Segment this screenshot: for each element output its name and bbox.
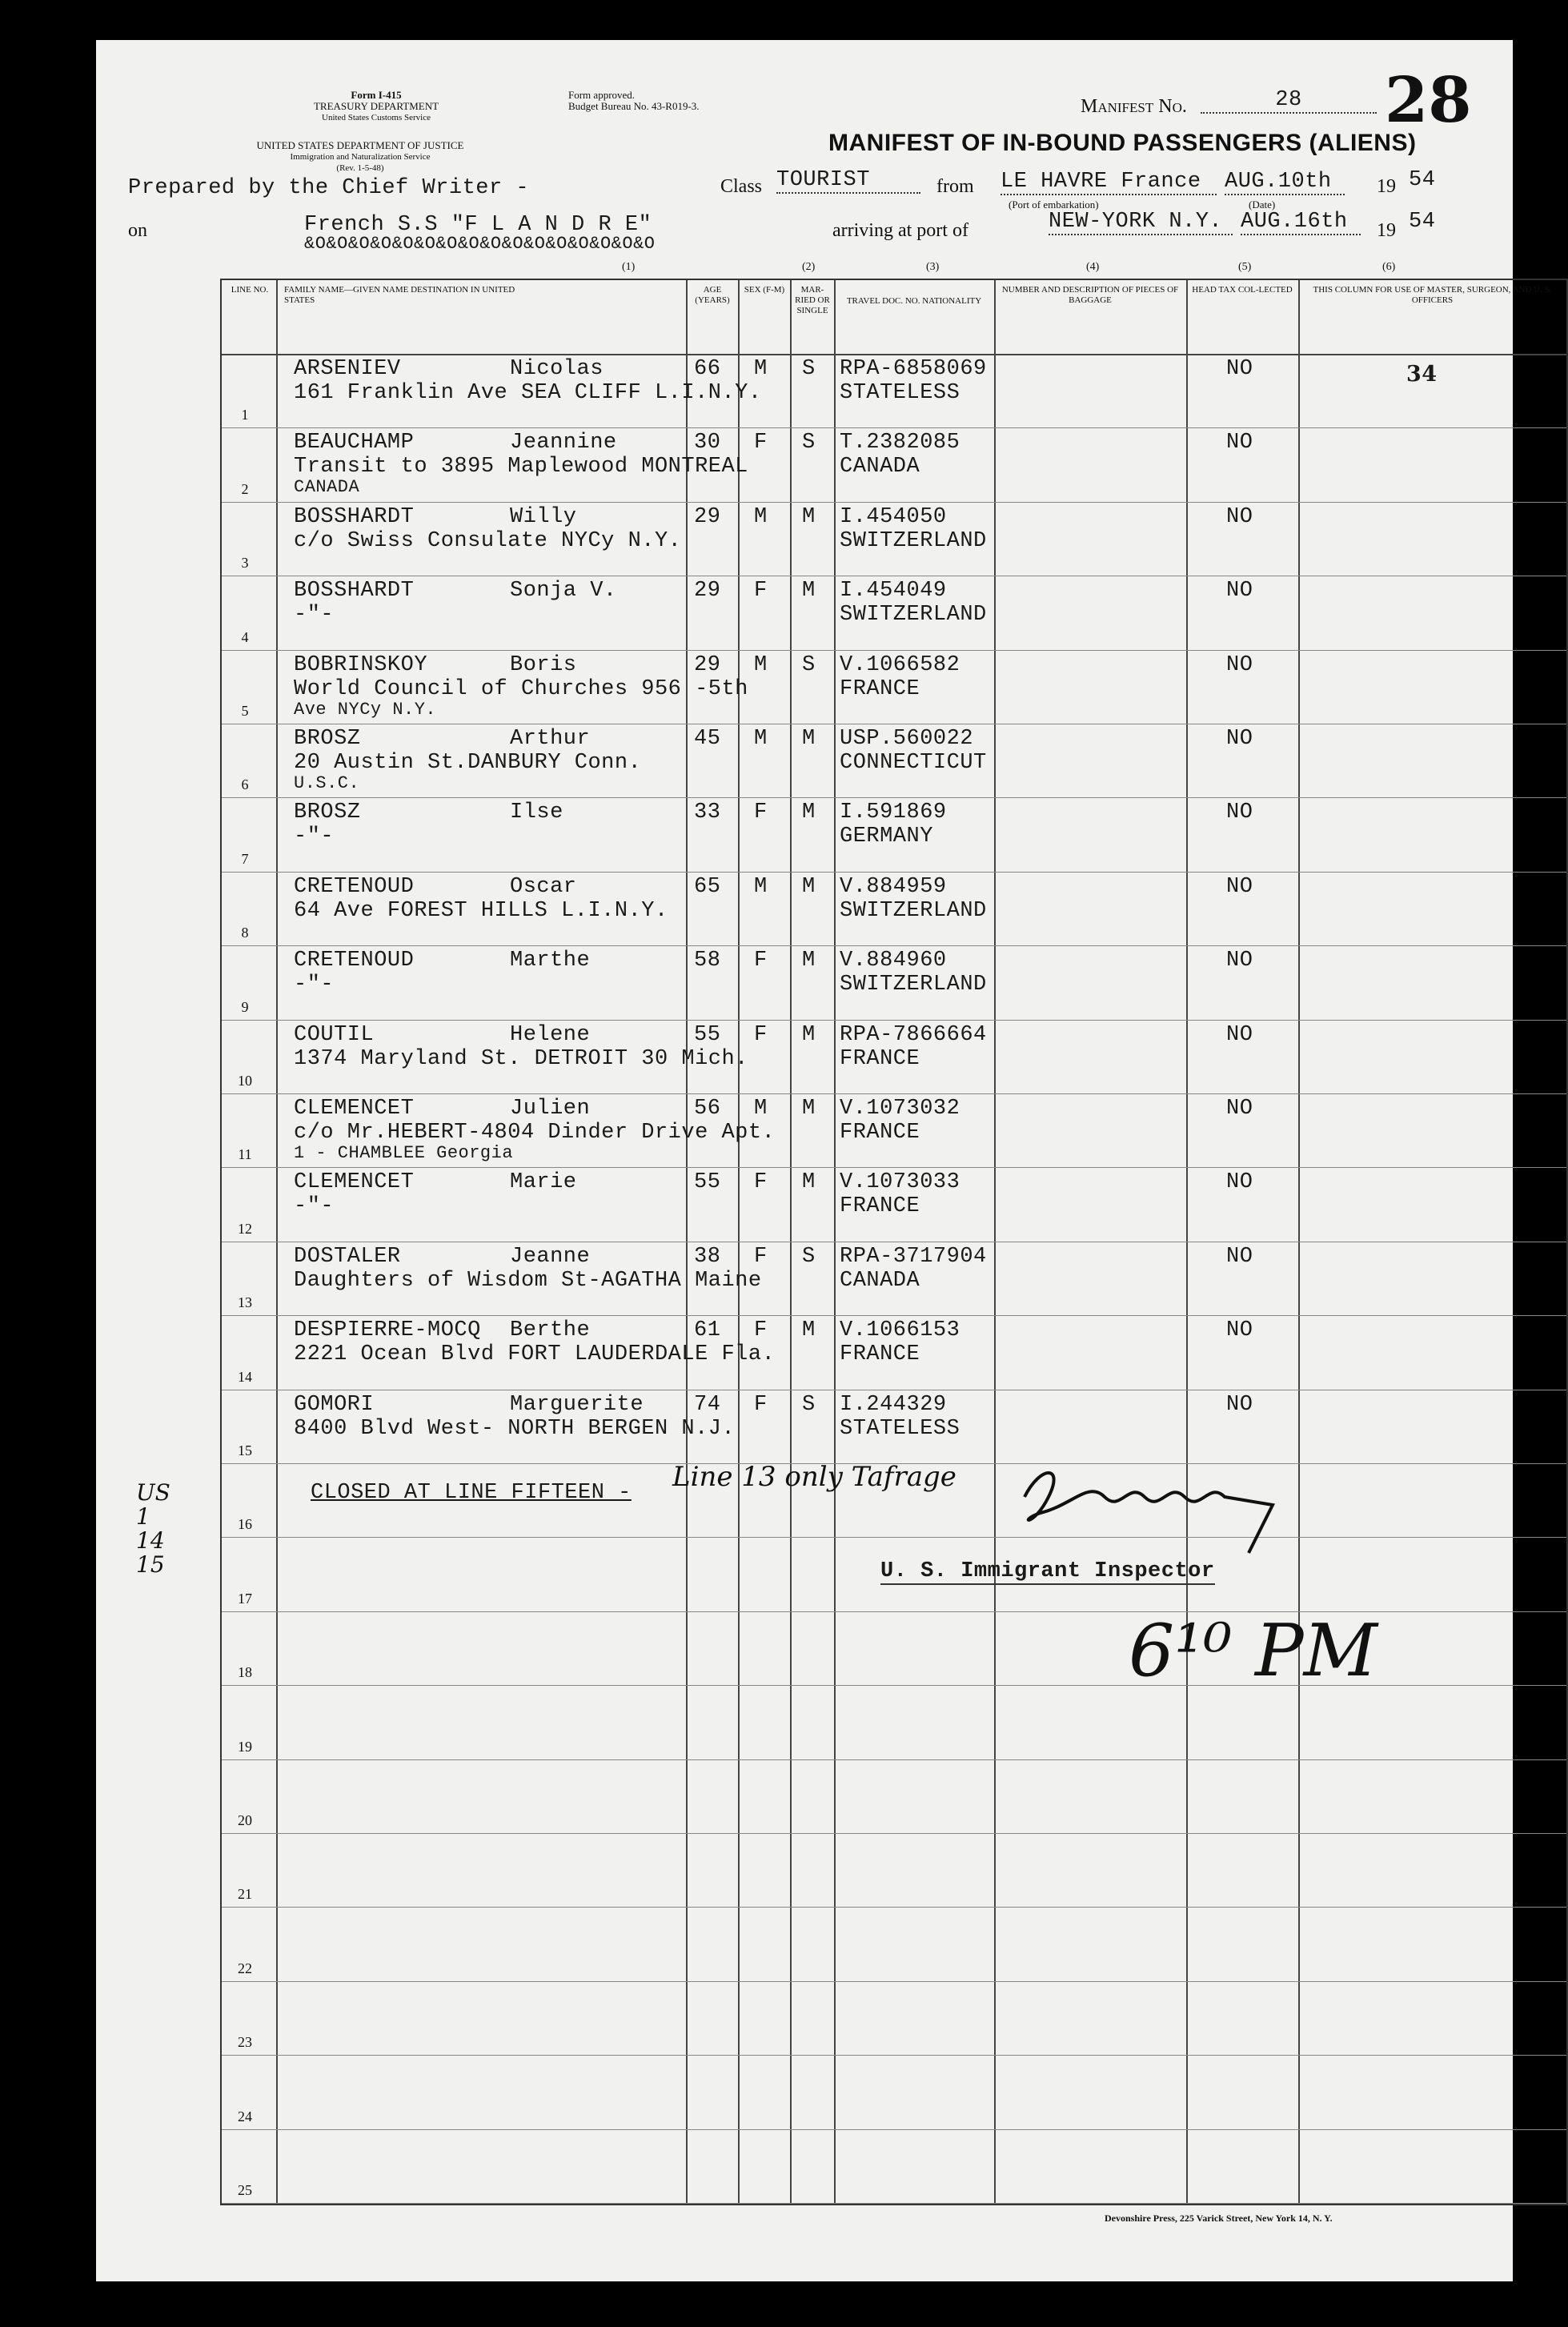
passenger-age: 38 bbox=[694, 1244, 721, 1269]
column-number: (3) bbox=[926, 261, 940, 273]
line-number: 11 bbox=[238, 1146, 252, 1163]
passenger-officer: 34 bbox=[1406, 362, 1438, 387]
form-approval bbox=[568, 90, 700, 112]
header-sex: SEX (F-M) bbox=[744, 285, 785, 295]
justice-dept: UNITED STATES DEPARTMENT OF JUSTICE bbox=[256, 139, 464, 151]
passenger-tax: NO bbox=[1226, 1244, 1253, 1269]
form-approved: Form approved. bbox=[568, 89, 636, 101]
line-number: 19 bbox=[238, 1738, 252, 1755]
passenger-given: Marthe bbox=[510, 949, 591, 973]
passenger-doc: USP.560022 bbox=[840, 727, 974, 751]
passenger-nat: CONNECTICUT bbox=[840, 751, 987, 775]
passenger-doc: T.2382085 bbox=[840, 431, 960, 455]
form-header-left bbox=[288, 90, 464, 123]
passenger-ms: M bbox=[802, 727, 816, 751]
passenger-dest: -"- bbox=[294, 973, 335, 997]
embark-year: 54 bbox=[1409, 168, 1436, 192]
line-number: 1 bbox=[241, 407, 249, 423]
passenger-family: BOBRINSKOY bbox=[294, 652, 428, 677]
date-caption: (Date) bbox=[1249, 199, 1276, 211]
passenger-ms: S bbox=[802, 1392, 816, 1417]
passenger-tax: NO bbox=[1226, 800, 1253, 825]
passenger-dest: -"- bbox=[294, 1194, 335, 1219]
form-number: Form I-415 bbox=[351, 89, 402, 101]
handwritten-note: Line 13 only Tafrage bbox=[672, 1461, 956, 1493]
passenger-dest: -"- bbox=[294, 603, 335, 628]
ship-strikeout: &O&O&O&O&O&O&O&O&O&O&O&O&O&O&O&O bbox=[304, 234, 656, 254]
passenger-nat: FRANCE bbox=[840, 1046, 920, 1071]
passenger-nat: CANADA bbox=[840, 455, 920, 479]
column-number: (5) bbox=[1238, 261, 1252, 273]
manifest-title: MANIFEST OF IN-BOUND PASSENGERS (ALIENS) bbox=[828, 130, 1417, 156]
passenger-sex: F bbox=[754, 579, 768, 604]
passenger-nat: SWITZERLAND bbox=[840, 528, 987, 553]
arrival-time: 6¹⁰ PM bbox=[1129, 1609, 1378, 1693]
passenger-sex: F bbox=[754, 800, 768, 825]
manifest-page bbox=[96, 40, 1552, 2281]
passenger-given: Jeannine bbox=[510, 431, 617, 455]
arrival-port: NEW-YORK N.Y. bbox=[1049, 210, 1233, 235]
column-number: (4) bbox=[1086, 261, 1100, 273]
line-number: 21 bbox=[238, 1886, 252, 1903]
passenger-nat: STATELESS bbox=[840, 381, 960, 405]
passenger-age: 55 bbox=[694, 1170, 721, 1195]
line-number: 3 bbox=[241, 555, 249, 572]
passenger-given: Nicolas bbox=[510, 357, 604, 381]
passenger-given: Oscar bbox=[510, 874, 577, 899]
line-number: 17 bbox=[238, 1590, 252, 1607]
passenger-tax: NO bbox=[1226, 1170, 1253, 1195]
passenger-sex: M bbox=[754, 874, 768, 899]
passenger-doc: V.884960 bbox=[840, 949, 947, 973]
closed-at-line: CLOSED AT LINE FIFTEEN - bbox=[311, 1481, 632, 1505]
on-label: on bbox=[128, 220, 147, 241]
passenger-dest: Ave NYCy N.Y. bbox=[294, 699, 437, 720]
passenger-ms: S bbox=[802, 1244, 816, 1269]
passenger-doc: V.1066153 bbox=[840, 1318, 960, 1343]
passenger-tax: NO bbox=[1226, 949, 1253, 973]
passenger-age: 66 bbox=[694, 357, 721, 381]
passenger-ms: M bbox=[802, 800, 816, 825]
passenger-tax: NO bbox=[1226, 652, 1253, 677]
line-number: 5 bbox=[241, 703, 249, 719]
passenger-given: Boris bbox=[510, 652, 577, 677]
passenger-tax: NO bbox=[1226, 579, 1253, 604]
passenger-sex: M bbox=[754, 504, 768, 529]
justice-header bbox=[216, 140, 504, 174]
year-prefix: 19 bbox=[1377, 176, 1396, 197]
passenger-age: 55 bbox=[694, 1022, 721, 1047]
passenger-dest: 1 - CHAMBLEE Georgia bbox=[294, 1143, 514, 1163]
passenger-ms: M bbox=[802, 1170, 816, 1195]
port-embark-caption: (Port of embarkation) bbox=[1009, 199, 1099, 211]
passenger-given: Helene bbox=[510, 1022, 591, 1047]
passenger-sex: F bbox=[754, 431, 768, 455]
column-number: (6) bbox=[1382, 261, 1396, 273]
passenger-ms: M bbox=[802, 504, 816, 529]
passenger-dest: 20 Austin St.DANBURY Conn. bbox=[294, 751, 642, 775]
line-number: 25 bbox=[238, 2182, 252, 2198]
passenger-ms: S bbox=[802, 652, 816, 677]
passenger-age: 29 bbox=[694, 652, 721, 677]
passenger-family: CRETENOUD bbox=[294, 874, 415, 899]
passenger-ms: M bbox=[802, 1022, 816, 1047]
passenger-family: COUTIL bbox=[294, 1022, 375, 1047]
passenger-tax: NO bbox=[1226, 1318, 1253, 1343]
line-number: 8 bbox=[241, 925, 249, 941]
passenger-given: Jeanne bbox=[510, 1244, 591, 1269]
header-travel-doc: TRAVEL DOC. NO. NATIONALITY bbox=[846, 296, 982, 306]
passenger-age: 33 bbox=[694, 800, 721, 825]
passenger-dest: 2221 Ocean Blvd FORT LAUDERDALE Fla. bbox=[294, 1342, 776, 1367]
manifest-label: Manifest No. bbox=[1081, 96, 1187, 117]
printer-footer: Devonshire Press, 225 Varick Street, New York 14, N. Y. bbox=[1105, 2213, 1333, 2224]
header-age: AGE (YEARS) bbox=[695, 285, 730, 305]
passenger-doc: V.1073032 bbox=[840, 1097, 960, 1121]
passenger-dest: CANADA bbox=[294, 477, 360, 498]
line-number: 24 bbox=[238, 2108, 252, 2124]
passenger-doc: RPA-7866664 bbox=[840, 1022, 987, 1047]
manifest-number-large: 28 bbox=[1385, 64, 1472, 137]
passenger-nat: CANADA bbox=[840, 1268, 920, 1293]
passenger-family: ARSENIEV bbox=[294, 357, 401, 381]
passenger-nat: FRANCE bbox=[840, 1121, 920, 1145]
passenger-tax: NO bbox=[1226, 1097, 1253, 1121]
line-number: 4 bbox=[241, 628, 249, 645]
passenger-family: BEAUCHAMP bbox=[294, 431, 415, 455]
passenger-sex: M bbox=[754, 1097, 768, 1121]
from-label: from bbox=[936, 176, 974, 197]
passenger-ms: M bbox=[802, 874, 816, 899]
line-number: 2 bbox=[241, 480, 249, 497]
line-number: 22 bbox=[238, 1960, 252, 1976]
passenger-age: 74 bbox=[694, 1392, 721, 1417]
passenger-dest: c/o Mr.HEBERT-4804 Dinder Drive Apt. bbox=[294, 1121, 776, 1145]
passenger-tax: NO bbox=[1226, 504, 1253, 529]
passenger-sex: M bbox=[754, 727, 768, 751]
passenger-doc: RPA-3717904 bbox=[840, 1244, 987, 1269]
passenger-given: Ilse bbox=[510, 800, 563, 825]
margin-note: US 1 14 15 bbox=[136, 1479, 170, 1578]
line-number: 20 bbox=[238, 1812, 252, 1828]
passenger-doc: I.454049 bbox=[840, 579, 947, 604]
passenger-doc: RPA-6858069 bbox=[840, 357, 987, 381]
passenger-nat: GERMANY bbox=[840, 824, 933, 849]
header-baggage: NUMBER AND DESCRIPTION OF PIECES OF BAGGAGE bbox=[1001, 285, 1179, 305]
passenger-table bbox=[220, 261, 1568, 2205]
header-line-no: LINE NO. bbox=[231, 285, 269, 295]
passenger-sex: F bbox=[754, 1318, 768, 1343]
passenger-family: BOSSHARDT bbox=[294, 504, 415, 529]
port-embarkation: LE HAVRE France bbox=[1001, 170, 1217, 195]
passenger-tax: NO bbox=[1226, 727, 1253, 751]
prepared-by: Prepared by the Chief Writer - bbox=[128, 176, 530, 200]
passenger-doc: V.1066582 bbox=[840, 652, 960, 677]
passenger-tax: NO bbox=[1226, 1022, 1253, 1047]
passenger-dest: -"- bbox=[294, 824, 335, 849]
passenger-age: 58 bbox=[694, 949, 721, 973]
passenger-dest: U.S.C. bbox=[294, 773, 360, 793]
passenger-family: DESPIERRE-MOCQ bbox=[294, 1318, 481, 1343]
passenger-family: GOMORI bbox=[294, 1392, 375, 1417]
passenger-sex: F bbox=[754, 1022, 768, 1047]
passenger-family: DOSTALER bbox=[294, 1244, 401, 1269]
arrival-year: 54 bbox=[1409, 210, 1436, 234]
passenger-sex: F bbox=[754, 1392, 768, 1417]
line-number: 18 bbox=[238, 1664, 252, 1681]
header-officers: THIS COLUMN FOR USE OF MASTER, SURGEON, AND U. S. OFFICERS bbox=[1313, 285, 1552, 305]
budget-bureau: Budget Bureau No. 43-R019-3. bbox=[568, 100, 700, 112]
passenger-dest: 1374 Maryland St. DETROIT 30 Mich. bbox=[294, 1046, 748, 1071]
arrival-date: AUG.16th bbox=[1241, 210, 1361, 235]
class-label: Class bbox=[720, 176, 763, 197]
passenger-sex: F bbox=[754, 1170, 768, 1195]
inspector-signature bbox=[1009, 1449, 1297, 1561]
line-number: 10 bbox=[238, 1073, 252, 1089]
passenger-ms: M bbox=[802, 949, 816, 973]
class-value: TOURIST bbox=[776, 168, 920, 194]
passenger-sex: M bbox=[754, 357, 768, 381]
passenger-age: 30 bbox=[694, 431, 721, 455]
passenger-age: 56 bbox=[694, 1097, 721, 1121]
line-number: 16 bbox=[238, 1516, 252, 1533]
passenger-tax: NO bbox=[1226, 874, 1253, 899]
line-number: 12 bbox=[238, 1220, 252, 1237]
form-revision: (Rev. 1-5-48) bbox=[336, 163, 384, 173]
passenger-family: CLEMENCET bbox=[294, 1097, 415, 1121]
line-number: 13 bbox=[238, 1294, 252, 1311]
passenger-given: Marie bbox=[510, 1170, 577, 1195]
ins-name: Immigration and Naturalization Service bbox=[290, 152, 431, 162]
passenger-ms: M bbox=[802, 1097, 816, 1121]
passenger-family: BROSZ bbox=[294, 800, 361, 825]
passenger-ms: M bbox=[802, 1318, 816, 1343]
passenger-doc: V.884959 bbox=[840, 874, 947, 899]
manifest-number: 28 bbox=[1201, 88, 1377, 114]
passenger-dest: Daughters of Wisdom St-AGATHA Maine bbox=[294, 1268, 762, 1293]
inspector-title: U. S. Immigrant Inspector bbox=[880, 1559, 1215, 1583]
passenger-given: Julien bbox=[510, 1097, 591, 1121]
passenger-dest: 161 Franklin Ave SEA CLIFF L.I.N.Y. bbox=[294, 381, 762, 405]
passenger-tax: NO bbox=[1226, 1392, 1253, 1417]
passenger-nat: FRANCE bbox=[840, 676, 920, 701]
passenger-nat: SWITZERLAND bbox=[840, 603, 987, 628]
header-name: FAMILY NAME—GIVEN NAME DESTINATION IN UNITED STATES bbox=[284, 285, 515, 305]
header-married: MAR-RIED OR SINGLE bbox=[795, 285, 830, 315]
passenger-family: CLEMENCET bbox=[294, 1170, 415, 1195]
passenger-nat: FRANCE bbox=[840, 1194, 920, 1219]
ship-name: French S.S "F L A N D R E" bbox=[304, 213, 652, 237]
passenger-age: 29 bbox=[694, 504, 721, 529]
passenger-sex: M bbox=[754, 652, 768, 677]
passenger-sex: F bbox=[754, 1244, 768, 1269]
passenger-age: 61 bbox=[694, 1318, 721, 1343]
passenger-ms: S bbox=[802, 357, 816, 381]
passenger-given: Sonja V. bbox=[510, 579, 617, 604]
passenger-nat: STATELESS bbox=[840, 1416, 960, 1441]
embark-date: AUG.10th bbox=[1225, 170, 1345, 195]
header-head-tax: HEAD TAX COL-LECTED bbox=[1192, 285, 1293, 295]
passenger-nat: SWITZERLAND bbox=[840, 973, 987, 997]
passenger-sex: F bbox=[754, 949, 768, 973]
passenger-given: Arthur bbox=[510, 727, 591, 751]
passenger-nat: SWITZERLAND bbox=[840, 898, 987, 923]
passenger-dest: 64 Ave FOREST HILLS L.I.N.Y. bbox=[294, 898, 668, 923]
column-number: (1) bbox=[622, 261, 636, 273]
passenger-dest: c/o Swiss Consulate NYCy N.Y. bbox=[294, 528, 682, 553]
passenger-doc: I.591869 bbox=[840, 800, 947, 825]
dept-name: TREASURY DEPARTMENT bbox=[313, 100, 439, 112]
passenger-given: Berthe bbox=[510, 1318, 591, 1343]
passenger-nat: FRANCE bbox=[840, 1342, 920, 1367]
passenger-dest: 8400 Blvd West- NORTH BERGEN N.J. bbox=[294, 1416, 736, 1441]
passenger-age: 65 bbox=[694, 874, 721, 899]
passenger-given: Willy bbox=[510, 504, 577, 529]
line-number: 7 bbox=[241, 850, 249, 867]
line-number: 23 bbox=[238, 2034, 252, 2051]
customs-name: United States Customs Service bbox=[322, 113, 431, 122]
passenger-doc: V.1073033 bbox=[840, 1170, 960, 1195]
line-number: 15 bbox=[238, 1442, 252, 1458]
passenger-doc: I.244329 bbox=[840, 1392, 947, 1417]
passenger-family: CRETENOUD bbox=[294, 949, 415, 973]
passenger-ms: M bbox=[802, 579, 816, 604]
line-number: 9 bbox=[241, 998, 249, 1015]
passenger-given: Marguerite bbox=[510, 1392, 644, 1417]
passenger-doc: I.454050 bbox=[840, 504, 947, 529]
passenger-ms: S bbox=[802, 431, 816, 455]
passenger-family: BOSSHARDT bbox=[294, 579, 415, 604]
passenger-age: 45 bbox=[694, 727, 721, 751]
passenger-dest: World Council of Churches 956 -5th bbox=[294, 676, 748, 701]
passenger-family: BROSZ bbox=[294, 727, 361, 751]
passenger-dest: Transit to 3895 Maplewood MONTREAL bbox=[294, 455, 748, 479]
passenger-age: 29 bbox=[694, 579, 721, 604]
column-number: (2) bbox=[802, 261, 816, 273]
year-prefix: 19 bbox=[1377, 220, 1396, 241]
passenger-tax: NO bbox=[1226, 431, 1253, 455]
line-number: 6 bbox=[241, 776, 249, 793]
passenger-tax: NO bbox=[1226, 357, 1253, 381]
arriving-label: arriving at port of bbox=[832, 220, 968, 241]
line-number: 14 bbox=[238, 1368, 252, 1385]
